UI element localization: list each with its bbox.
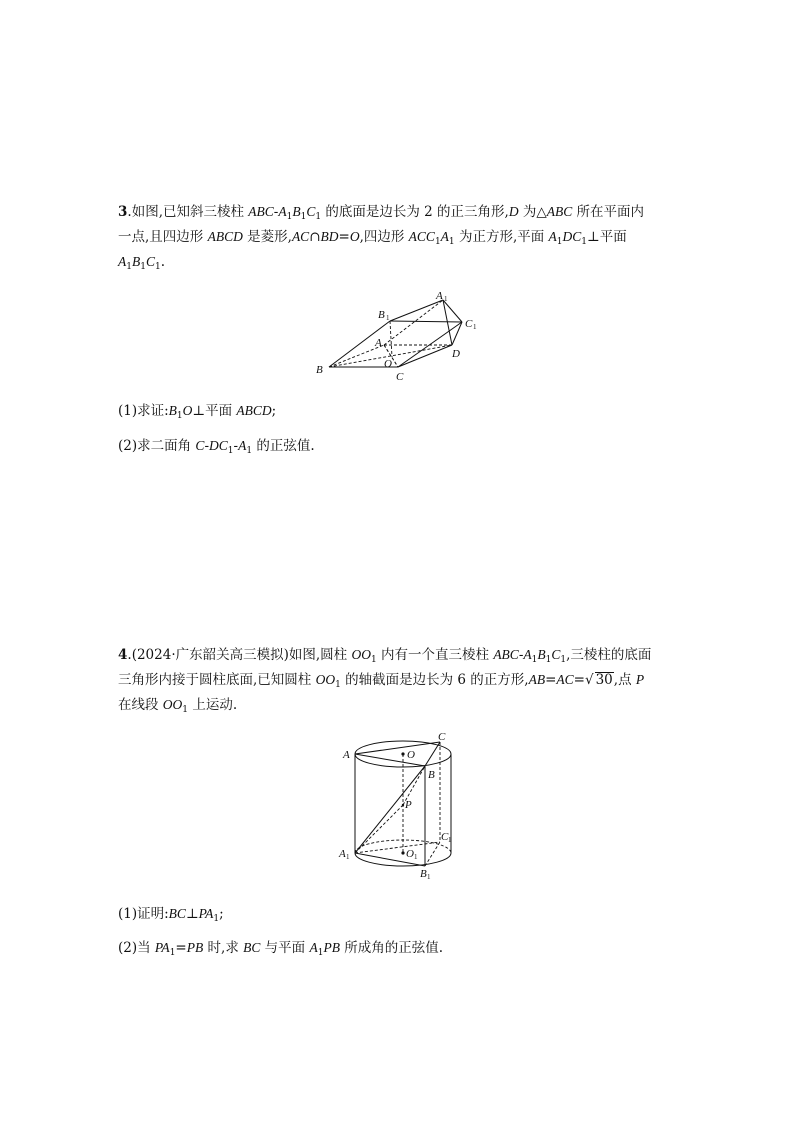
problem3-question2: (2)求二面角 $C-DC_1-A_1$ 的正弦值.	[118, 438, 315, 456]
label-C1-sub: 1	[473, 323, 477, 331]
label-A1-sub: 1	[444, 295, 448, 303]
label4-C: C	[438, 731, 446, 743]
label-D: D	[452, 348, 460, 360]
problem4-line1: 4.(2024·广东韶关高三模拟)如图,圆柱 $OO_1$ 内有一个直三棱柱 ABC-$A_1B_1C_1$,三棱柱的底面	[118, 647, 652, 665]
problem3-line2: 一点,且四边形 ABCD 是菱形,AC∩BD=O,四边形 $ACC_1A_1$ 为正方形,平面 $A_1DC_1\perp$平面	[118, 229, 627, 247]
label-B1-sub: 1	[386, 314, 390, 322]
label4-O1: O	[406, 848, 414, 860]
problem4-question2: (2)当 $PA_1=PB$ 时,求 BC 与平面 $A_1PB$ 所成角的正弦值.	[118, 940, 444, 958]
label-O: O	[384, 358, 392, 370]
label-C: C	[396, 371, 404, 383]
label-B1: B	[378, 309, 385, 321]
problem3-line3: $A_1B_1C_1$.	[118, 254, 166, 272]
label4-B: B	[428, 769, 435, 781]
label-C1: C	[465, 318, 473, 330]
problem3-question1: (1)求证$:B_1O\perp$平面 ABCD;	[118, 403, 277, 421]
label4-C1-sub: 1	[448, 836, 452, 844]
label4-A: A	[343, 749, 350, 761]
problem4-line3: 在线段 $OO_1$ 上运动.	[118, 697, 238, 715]
problem4-source: (2024·广东韶关高三模拟)	[131, 647, 289, 663]
problem3-line1: 3.如图,已知斜三棱柱 ABC-$A_1B_1C_1$ 的底面是边长为 2 的正三角形,D 为△ABC 所在平面内	[118, 204, 645, 222]
problem3-number: 3	[118, 204, 128, 220]
label4-P: P	[405, 799, 412, 811]
label-A1: A	[436, 290, 443, 302]
label4-O1-sub: 1	[414, 853, 418, 861]
label4-B1: B	[420, 868, 427, 880]
label4-A1-sub: 1	[346, 853, 350, 861]
label4-C1: C	[441, 831, 449, 843]
label4-A1: A	[339, 848, 346, 860]
problem4-line2: 三角形内接于圆柱底面,已知圆柱 $OO_1$ 的轴截面是边长为 6 的正方形,AB=AC=√ 30,点 P	[118, 672, 645, 690]
problem4-question1: (1)证明$:BC\perp PA_1$;	[118, 906, 224, 924]
label4-O: O	[407, 749, 415, 761]
label4-B1-sub: 1	[427, 873, 431, 881]
label-B: B	[316, 364, 323, 376]
problem4-number: 4	[118, 647, 128, 663]
label-A: A	[375, 337, 382, 349]
